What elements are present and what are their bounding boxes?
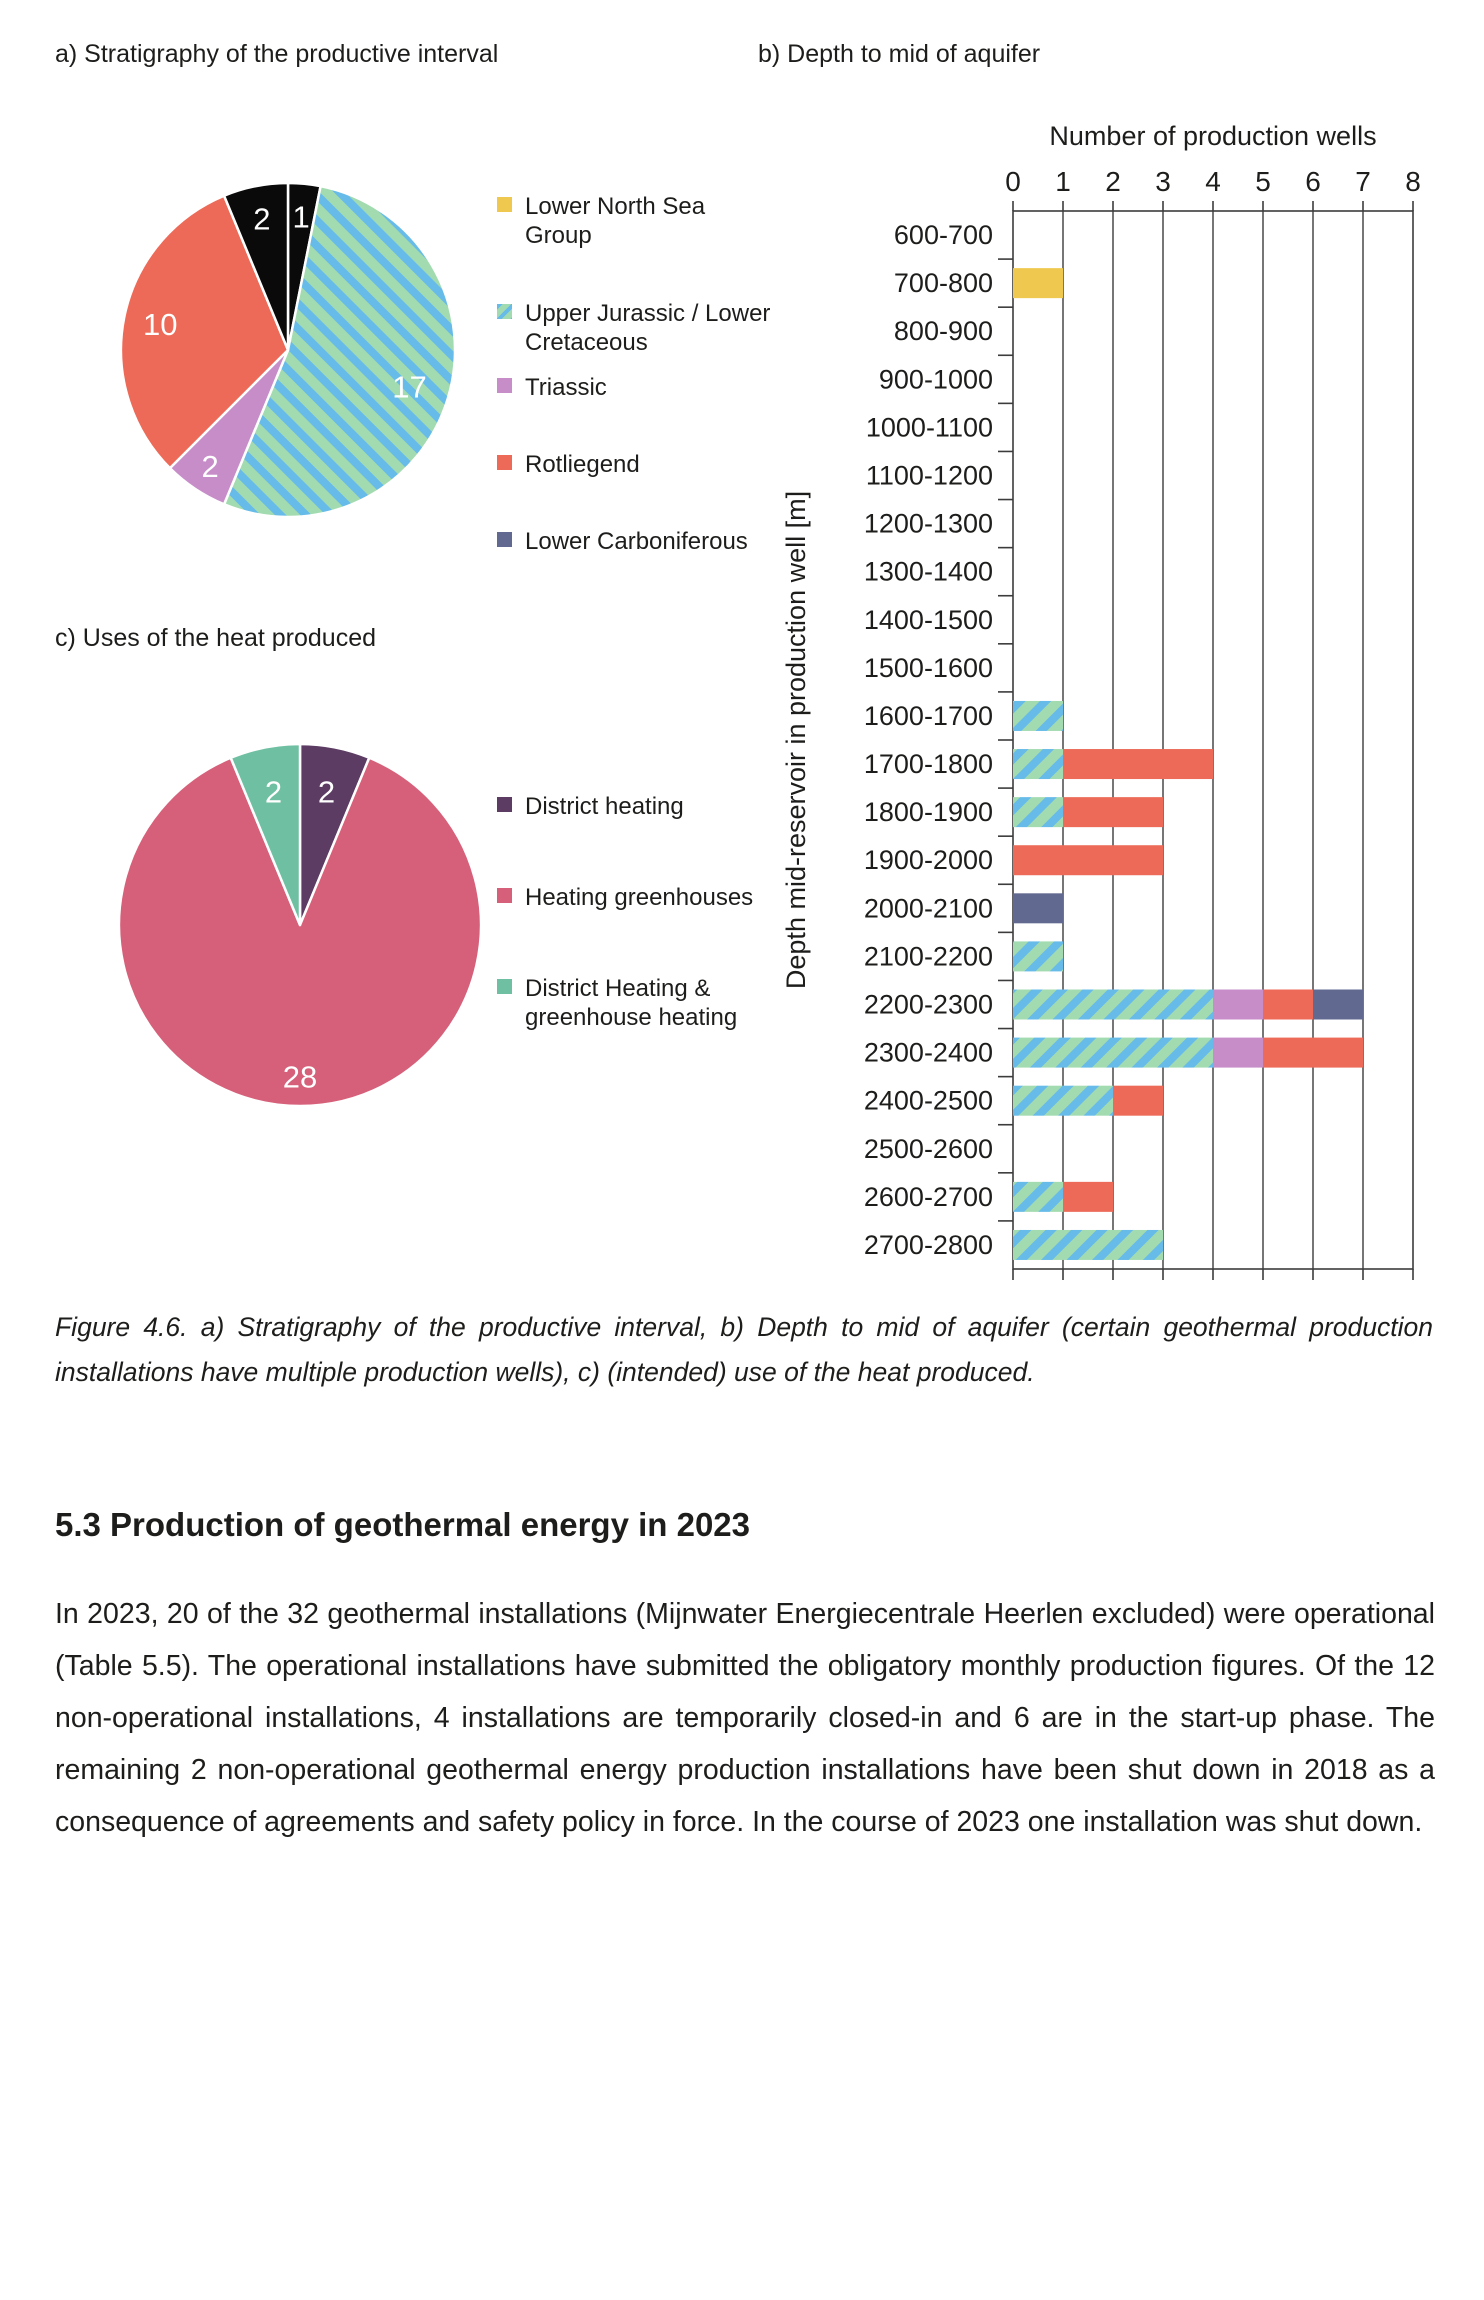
- legend-label: Rotliegend: [525, 451, 640, 478]
- bar-segment-rotliegend: [1263, 990, 1313, 1020]
- pie-value-label: 2: [317, 774, 336, 810]
- legend-item-lower-north-sea-group: [497, 192, 775, 250]
- category-label: 700-800: [893, 268, 993, 299]
- bar-segment-lower-carboniferous: [1313, 990, 1363, 1020]
- pie-value-label: 2: [264, 774, 283, 810]
- legend-item-lower-carboniferous: [497, 527, 775, 556]
- category-label: 1900-2000: [863, 845, 993, 876]
- x-tick-label: 4: [1205, 166, 1221, 197]
- bar-segment-upper-jurassic-lower-cretaceous: [1013, 941, 1063, 971]
- bar-segment-rotliegend: [1263, 1038, 1363, 1068]
- x-tick-label: 7: [1355, 166, 1371, 197]
- legend-swatch: [497, 197, 512, 212]
- legend-label: Lower North Sea Group: [525, 193, 706, 249]
- legend-item-heating-greenhouses: [497, 883, 775, 912]
- pie-value-label: 1: [292, 199, 310, 235]
- legend-item-district-heating-greenhouse-heating: [497, 974, 775, 1032]
- pie-value-label: 2: [253, 201, 271, 237]
- bar-segment-rotliegend: [1113, 1086, 1163, 1116]
- category-label: 1300-1400: [863, 556, 993, 587]
- bar-segment-upper-jurassic-lower-cretaceous: [1013, 990, 1213, 1020]
- legend-stratigraphy: [497, 192, 775, 556]
- pie-value-label: 10: [143, 307, 178, 343]
- legend-item-triassic: [497, 373, 775, 402]
- legend-label: Lower Carboniferous: [525, 528, 748, 555]
- bar-segment-upper-jurassic-lower-cretaceous: [1013, 701, 1063, 731]
- panel-b-title: b) Depth to mid of aquifer: [758, 40, 1041, 68]
- legend-swatch: [497, 378, 512, 393]
- bar-segment-rotliegend: [1063, 749, 1213, 779]
- legend-swatch: [497, 532, 512, 547]
- category-label: 600-700: [893, 220, 993, 251]
- bar-segment-upper-jurassic-lower-cretaceous: [1013, 797, 1063, 827]
- panel-a-title: a) Stratigraphy of the productive interval: [55, 40, 499, 68]
- x-tick-label: 6: [1305, 166, 1321, 197]
- category-label: 2700-2800: [863, 1229, 993, 1260]
- category-label: 1400-1500: [863, 604, 993, 635]
- bar-segment-lower-north-sea-group: [1013, 268, 1063, 298]
- pie-chart-stratigraphy: [100, 162, 480, 542]
- x-tick-label: 5: [1255, 166, 1271, 197]
- category-label: 1000-1100: [865, 412, 993, 443]
- category-label: 2200-2300: [863, 989, 993, 1020]
- category-label: 800-900: [893, 316, 993, 347]
- legend-label: Upper Jurassic / Lower Cretaceous: [525, 300, 771, 356]
- y-axis-title: Depth mid-reservoir in production well [m]: [781, 490, 811, 990]
- category-label: 1800-1900: [863, 797, 993, 828]
- category-label: 1600-1700: [863, 700, 993, 731]
- x-tick-label: 3: [1155, 166, 1171, 197]
- bar-segment-triassic: [1213, 1038, 1263, 1068]
- bar-chart-depth-wells: [760, 90, 1484, 1300]
- panel-c-title: c) Uses of the heat produced: [55, 624, 377, 652]
- pie-chart-heat-uses: [100, 730, 500, 1130]
- legend-swatch: [497, 888, 512, 903]
- pie-value-label: 17: [392, 369, 427, 405]
- category-label: 1100-1200: [865, 460, 993, 491]
- category-label: 2600-2700: [863, 1181, 993, 1212]
- legend-item-district-heating: [497, 792, 775, 821]
- category-label: 1500-1600: [863, 652, 993, 683]
- legend-heat-uses: [497, 792, 775, 1094]
- pie-value-label: 2: [201, 449, 219, 485]
- bar-segment-upper-jurassic-lower-cretaceous: [1013, 749, 1063, 779]
- bar-segment-upper-jurassic-lower-cretaceous: [1013, 1038, 1213, 1068]
- category-label: 2100-2200: [863, 941, 993, 972]
- legend-label: Heating greenhouses: [525, 884, 754, 911]
- legend-item-rotliegend: [497, 450, 775, 479]
- bar-segment-rotliegend: [1063, 1182, 1113, 1212]
- x-tick-label: 2: [1105, 166, 1121, 197]
- bar-segment-upper-jurassic-lower-cretaceous: [1013, 1086, 1113, 1116]
- bar-segment-lower-carboniferous: [1013, 893, 1063, 923]
- legend-label: Triassic: [525, 374, 607, 401]
- legend-label: District Heating & greenhouse heating: [525, 975, 738, 1031]
- bar-segment-rotliegend: [1013, 845, 1163, 875]
- legend-label: District heating: [525, 793, 684, 820]
- legend-swatch: [497, 797, 512, 812]
- bar-segment-upper-jurassic-lower-cretaceous: [1013, 1230, 1163, 1260]
- legend-swatch: [497, 304, 512, 319]
- bar-segment-upper-jurassic-lower-cretaceous: [1013, 1182, 1063, 1212]
- figure-caption: Figure 4.6. a) Stratigraphy of the productive interval, b) Depth to mid of aquifer (certain geothermal production installations have multiple production wells), c) (intended) use of the heat produced.: [55, 1312, 1433, 1387]
- legend-swatch: [497, 979, 512, 994]
- x-tick-label: 0: [1005, 166, 1021, 197]
- category-label: 2300-2400: [863, 1037, 993, 1068]
- body-paragraph: In 2023, 20 of the 32 geothermal installations (Mijnwater Energiecentrale Heerlen excluded) were operational (Table 5.5). The operational installations have submitted the obligatory monthly production figures. Of the 12 non-operational installations, 4 installations are temporarily closed-in and 6 are in the start-up phase. The remaining 2 non-operational geothermal energy production installations have been shut down in 2018 as a consequence of agreements and safety policy in force. In the course of 2023 one installation was shut down.: [55, 1598, 1435, 1838]
- bar-segment-rotliegend: [1063, 797, 1163, 827]
- category-label: 900-1000: [878, 364, 993, 395]
- category-label: 2500-2600: [863, 1133, 993, 1164]
- category-label: 1700-1800: [863, 749, 993, 780]
- legend-swatch: [497, 455, 512, 470]
- section-heading: 5.3 Production of geothermal energy in 2023: [55, 1506, 751, 1543]
- category-label: 1200-1300: [863, 508, 993, 539]
- bar-segment-triassic: [1213, 990, 1263, 1020]
- category-label: 2400-2500: [863, 1085, 993, 1116]
- legend-item-upper-jurassic-lower-cretaceous: [497, 299, 775, 357]
- x-tick-label: 1: [1055, 166, 1071, 197]
- x-axis-title: Number of production wells: [1049, 121, 1377, 151]
- category-label: 2000-2100: [863, 893, 993, 924]
- pie-value-label: 28: [282, 1059, 318, 1095]
- x-tick-label: 8: [1405, 166, 1421, 197]
